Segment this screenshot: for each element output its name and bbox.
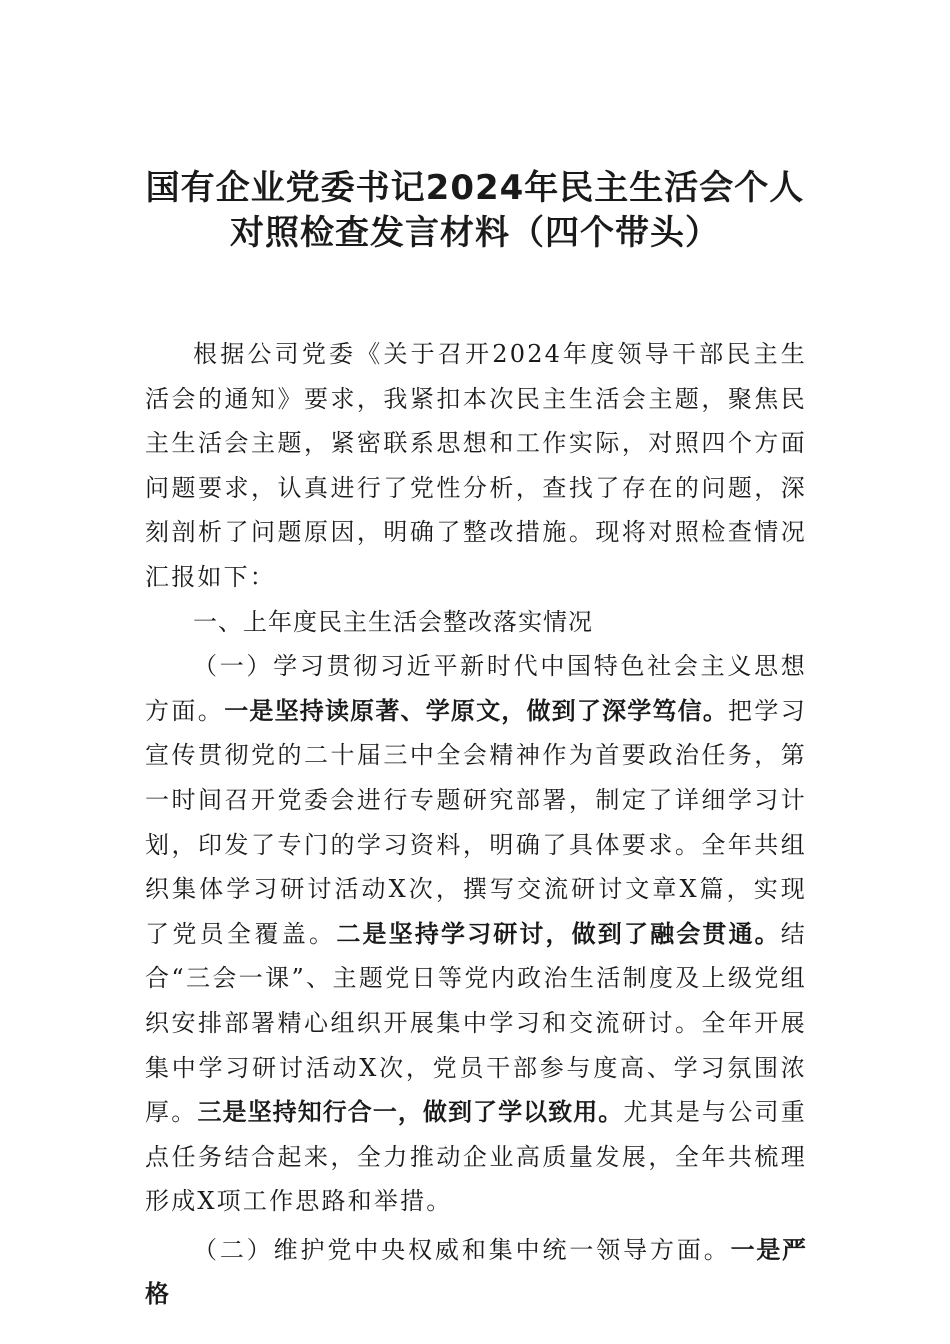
point-1-bold: 一是坚持读原著、学原文，做到了深学笃信。 [224,696,729,725]
point-2-text: 结合“三会一课”、主题党日等党内政治生活制度及上级党组织安排部署精心组织开展集中学习和交流研讨。全年开展集中学习研讨活动X次，党员干部参与度高、学习氛围浓厚。 [145,919,807,1127]
point-3-bold: 三是坚持知行合一，做到了学以致用。 [197,1098,624,1127]
point-3-text: 尤其是与公司重点任务结合起来，全力推动企业高质量发展，全年共梳理形成X项工作思路和举措。 [145,1098,807,1216]
document-title-line-1: 国有企业党委书记2024年民主生活会个人 [145,168,805,208]
intro-paragraph: 根据公司党委《关于召开2024年度领导干部民主生活会的通知》要求，我紧扣本次民主生活会主题，聚焦民主生活会主题，紧密联系思想和工作实际，对照四个方面问题要求，认真进行了党性分析，查找了存在的问题，深刻剖析了问题原因，明确了整改措施。现将对照检查情况汇报如下： [145,340,807,591]
subsection-1-paragraph [145,644,807,1224]
section-heading: 一、上年度民主生活会整改落实情况 [193,607,593,636]
subsection-2-lead: （二）维护党中央权威和集中统一领导方面。 [193,1235,731,1264]
point-1-text: 把学习宣传贯彻党的二十届三中全会精神作为首要政治任务，第一时间召开党委会进行专题研究部署，制定了详细学习计划，印发了专门的学习资料，明确了具体要求。全年共组织集体学习研讨活动X次，撰写交流研讨文章X篇，实现了党员全覆盖。 [145,696,807,948]
subsection-2-point-1-bold: 一是严格 [145,1235,808,1309]
subsection-1-lead: （一）学习贯彻习近平新时代中国特色社会主义思想方面。 [145,652,807,725]
point-2-bold: 二是坚持学习研讨，做到了融会贯通。 [336,919,781,948]
document-body [145,332,807,1317]
document-title-line-2: 对照检查发言材料（四个带头） [230,213,720,253]
subsection-2-paragraph [145,1228,807,1317]
